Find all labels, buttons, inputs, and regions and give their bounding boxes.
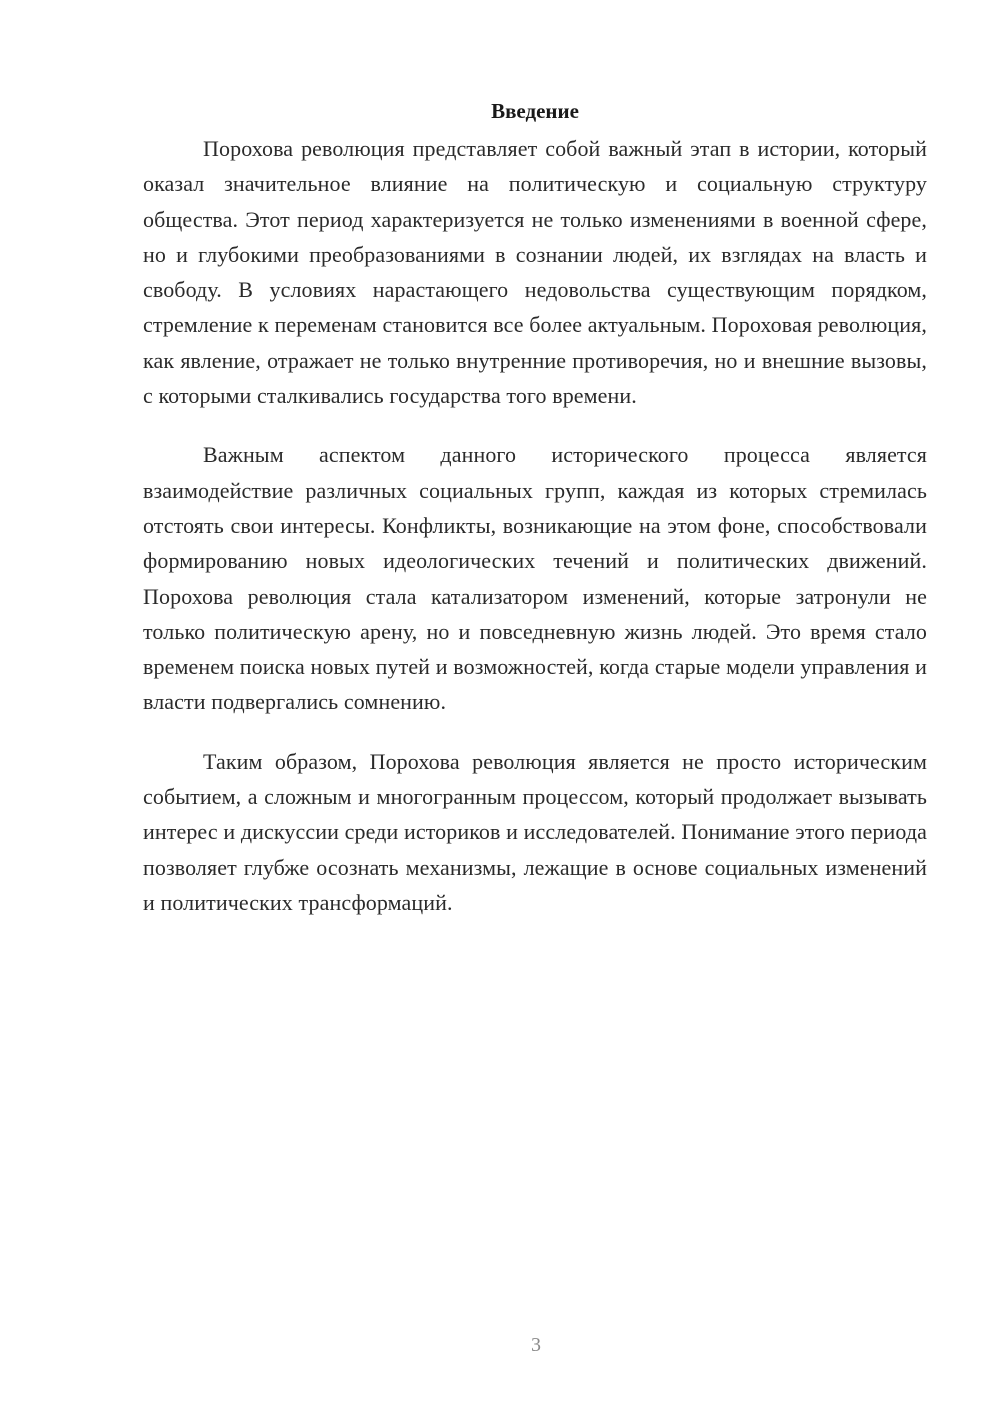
paragraph-3: Таким образом, Порохова революция является не просто историческим событием, а сложным и многогранным процессом, который продолжает вызывать интерес и дискуссии среди историков и исследователей. Понимание этого периода позволяет глубже осознать механизмы, лежащие в основе социальных изменений и политических трансформаций. [143,748,927,915]
page-content [143,96,927,944]
paragraph-1: Порохова революция представляет собой важный этап в истории, который оказал значительное влияние на политическую и социальную структуру общества. Этот период характеризуется не только изменениями в военной сфере, но и глубокими преобразованиями в сознании людей, их взглядах на власть и свободу. В условиях нарастающего недовольства существующим порядком, стремление к переменам становится все более актуальным. Пороховая революция, как явление, отражает не только внутренние противоречия, но и внешние вызовы, с которыми сталкивались государства того времени. [143,136,927,409]
paragraph-2: Важным аспектом данного исторического процесса является взаимодействие различных социальных групп, каждая из которых стремилась отстоять свои интересы. Конфликты, возникающие на этом фоне, способствовали формированию новых идеологических течений и политических движений. Порохова революция стала катализатором изменений, которые затронули не только политическую арену, но и повседневную жизнь людей. Это время стало временем поиска новых путей и возможностей, когда старые модели управления и власти подвергались сомнению. [143,442,927,715]
page-number: 3 [531,1334,541,1356]
section-title: Введение [491,99,579,123]
